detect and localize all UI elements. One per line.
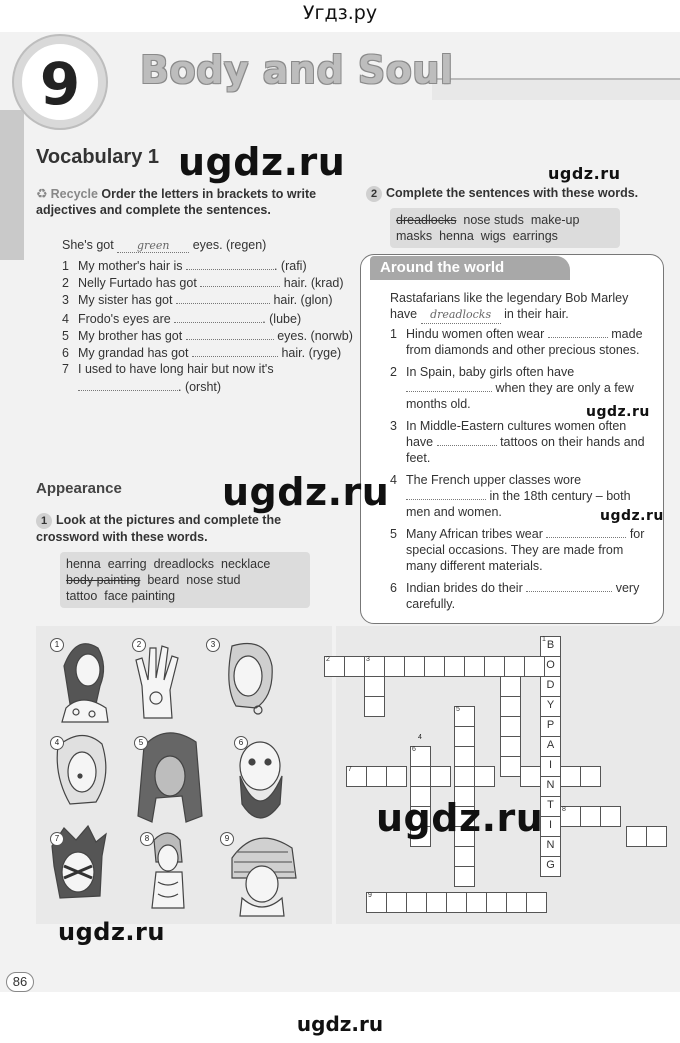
appearance-word-box: henna earring dreadlocks necklace body painting beard nose stud tattoo face painting xyxy=(60,552,310,608)
around-items xyxy=(390,326,654,612)
crossword-cell[interactable]: N xyxy=(540,776,561,797)
picture-number: 4 xyxy=(50,736,64,750)
crossword-cell[interactable]: 6 xyxy=(410,746,431,767)
crossword-cell[interactable] xyxy=(520,766,541,787)
ex2-instruction-text: Complete the sentences with these words. xyxy=(386,186,639,200)
crossword-clue-number: 4 xyxy=(418,734,422,741)
answer-blank[interactable] xyxy=(406,380,492,392)
crossword-cell[interactable] xyxy=(500,736,521,757)
crossword-cell[interactable] xyxy=(454,866,475,887)
crossword-cell[interactable] xyxy=(600,806,621,827)
vocab-item-cont: . (orsht) xyxy=(62,379,342,396)
crossword-cell[interactable] xyxy=(454,846,475,867)
crossword-cell[interactable] xyxy=(466,892,487,913)
crossword-cell[interactable]: A xyxy=(540,736,561,757)
crossword-cell[interactable] xyxy=(444,656,465,677)
picture-number: 1 xyxy=(50,638,64,652)
crossword-cell[interactable]: 9 xyxy=(366,892,387,913)
picture-1-tattoo xyxy=(62,644,108,722)
picture-number: 8 xyxy=(140,832,154,846)
crossed-out-word: dreadlocks xyxy=(396,213,457,227)
unit-number-badge xyxy=(14,36,106,128)
crossword-cell[interactable] xyxy=(524,656,545,677)
crossword-cell[interactable] xyxy=(646,826,667,847)
picture-2-henna-hand xyxy=(136,646,178,718)
unit-title: Body and Soul xyxy=(140,48,454,92)
crossword-cell[interactable]: G xyxy=(540,856,561,877)
crossword-cell[interactable] xyxy=(580,806,601,827)
around-item: 6 Indian brides do their very carefully. xyxy=(390,581,640,611)
picture-number: 3 xyxy=(206,638,220,652)
exercise-number-1: 1 xyxy=(36,513,52,529)
crossword-cell[interactable] xyxy=(430,766,451,787)
crossword-cell[interactable] xyxy=(626,826,647,847)
crossword-cell[interactable]: I xyxy=(540,816,561,837)
picture-number: 2 xyxy=(132,638,146,652)
crossword-cell[interactable]: T xyxy=(540,796,561,817)
picture-number: 7 xyxy=(50,832,64,846)
answer-blank[interactable] xyxy=(186,328,274,340)
vocab-item: 7 I used to have long hair but now it's xyxy=(62,362,274,376)
crossword-cell[interactable] xyxy=(386,766,407,787)
crossword-cell[interactable] xyxy=(344,656,365,677)
picture-6-beard xyxy=(240,742,282,818)
example-post: eyes. (regen) xyxy=(192,238,267,252)
example-answer: green xyxy=(117,239,189,253)
crossword-cell[interactable]: P xyxy=(540,716,561,737)
crossword-grid xyxy=(326,626,680,924)
answer-blank[interactable] xyxy=(437,434,497,446)
answer-blank[interactable] xyxy=(186,258,274,270)
watermark: ugdz.ru xyxy=(600,508,664,524)
ex2-word-box: dreadlocks nose studs make-up masks henna wigs earrings xyxy=(390,208,620,248)
recycle-instruction xyxy=(36,186,336,218)
answer-blank[interactable] xyxy=(78,379,178,391)
around-item: 5 Many African tribes wear for special occasions. They are made from many different materials. xyxy=(390,527,645,573)
crossword-cell[interactable] xyxy=(384,656,405,677)
picture-number: 6 xyxy=(234,736,248,750)
vocab-item: 6 My grandad has got hair. (ryge) xyxy=(62,346,342,360)
example-pre: She's got xyxy=(62,238,114,252)
picture-8-body-painting xyxy=(152,833,184,908)
vocab-item: 5 My brother has got eyes. (norwb) xyxy=(62,329,353,343)
answer-blank[interactable] xyxy=(192,345,278,357)
crossword-cell[interactable] xyxy=(446,892,467,913)
around-the-world-title: Around the world xyxy=(370,256,570,280)
crossword-cell[interactable]: 7 xyxy=(346,766,367,787)
vocab-example xyxy=(62,238,342,255)
crossword-cell[interactable] xyxy=(486,892,507,913)
appearance-title: Appearance xyxy=(36,480,122,497)
crossword-cell[interactable]: I xyxy=(540,756,561,777)
vocabulary-title: Vocabulary 1 xyxy=(36,146,160,168)
side-tab xyxy=(0,110,24,260)
site-header-label: Угдз.ру xyxy=(302,2,378,24)
picture-5-dreadlocks xyxy=(138,733,202,822)
crossword-cell[interactable] xyxy=(454,766,475,787)
face-illustrations xyxy=(36,626,332,924)
crossword-cell[interactable] xyxy=(500,716,521,737)
crossword-cell[interactable]: N xyxy=(540,836,561,857)
crossword-cell[interactable] xyxy=(410,766,431,787)
watermark: ugdz.ru xyxy=(548,164,621,183)
picture-number: 9 xyxy=(220,832,234,846)
crossword-cell[interactable] xyxy=(424,656,445,677)
site-footer-label: ugdz.ru xyxy=(296,1012,384,1036)
crossword-cell[interactable] xyxy=(464,656,485,677)
page-number: 86 xyxy=(6,972,34,992)
vocab-item: 1 My mother's hair is . (rafi) xyxy=(62,259,307,273)
around-item: 1 Hindu women often wear made from diamonds and other precious stones. xyxy=(390,327,643,357)
watermark: ugdz.ru xyxy=(58,918,165,946)
picture-number: 5 xyxy=(134,736,148,750)
crossword-cell[interactable]: 8 xyxy=(560,806,581,827)
appearance-instruction-text: Look at the pictures and complete the crossword with these words. xyxy=(36,513,282,544)
crossword-cell[interactable]: D xyxy=(540,676,561,697)
crossword-cell[interactable]: 5 xyxy=(454,706,475,727)
crossword-cell[interactable] xyxy=(454,726,475,747)
exercise-number-2: 2 xyxy=(366,186,382,202)
around-item: 3 In Middle-Eastern cultures women often have tattoos on their hands and feet. xyxy=(390,419,645,465)
recycle-label: Recycle xyxy=(50,187,98,201)
answer-blank[interactable] xyxy=(200,275,280,287)
crossword-cell[interactable] xyxy=(500,696,521,717)
crossword-cell[interactable] xyxy=(364,696,385,717)
around-item: 4 The French upper classes wore in the 18th century – both men and women. xyxy=(390,473,631,519)
around-item: 2 In Spain, baby girls often have when they are only a few months old. xyxy=(390,365,634,411)
crossword-cell[interactable] xyxy=(454,746,475,767)
crossword-cell[interactable]: 3 xyxy=(364,656,385,677)
crossword-cell[interactable]: Y xyxy=(540,696,561,717)
appearance-instruction xyxy=(36,512,326,545)
recycle-icon: ♻ xyxy=(36,186,48,201)
vocab-item: 4 Frodo's eyes are . (lube) xyxy=(62,312,302,326)
crossword-cell[interactable] xyxy=(364,676,385,697)
around-intro: Rastafarians like the legendary Bob Marley have dreadlocks in their hair. xyxy=(390,290,654,324)
crossword-cell[interactable] xyxy=(504,656,525,677)
ex2-instruction xyxy=(366,186,676,202)
answer-blank[interactable] xyxy=(548,326,608,338)
vocab-item: 3 My sister has got hair. (glon) xyxy=(62,293,333,307)
crossword-cell[interactable] xyxy=(484,656,505,677)
crossword-cell[interactable] xyxy=(560,766,581,787)
intro-answer: dreadlocks xyxy=(421,307,501,324)
watermark: ugdz.ru xyxy=(222,470,390,514)
crossword-cell[interactable]: O xyxy=(540,656,561,677)
crossword-cell[interactable] xyxy=(580,766,601,787)
crossword-cell[interactable] xyxy=(474,766,495,787)
unit-number: 9 xyxy=(39,50,81,118)
watermark: ugdz.ru xyxy=(376,796,544,840)
picture-9-headscarf xyxy=(232,838,296,916)
vocab-exercise xyxy=(62,238,353,396)
answer-blank[interactable] xyxy=(406,488,486,500)
answer-blank[interactable] xyxy=(526,580,612,592)
crossword-cell[interactable] xyxy=(500,756,521,777)
crossword-cell[interactable] xyxy=(506,892,527,913)
crossword-cell[interactable]: 1 B xyxy=(540,636,561,657)
crossed-out-word: body painting xyxy=(66,573,141,587)
crossword-cell[interactable] xyxy=(366,766,387,787)
watermark: ugdz.ru xyxy=(178,140,346,184)
crossword-cell[interactable] xyxy=(386,892,407,913)
crossword-cell[interactable] xyxy=(426,892,447,913)
right-column-header-strip xyxy=(432,78,680,100)
crossword-cell[interactable] xyxy=(526,892,547,913)
watermark: ugdz.ru xyxy=(586,404,650,420)
crossword-cell[interactable]: 2 xyxy=(324,656,345,677)
crossword-cell[interactable] xyxy=(500,676,521,697)
vocab-item: 2 Nelly Furtado has got hair. (krad) xyxy=(62,276,344,290)
crossword-cell[interactable] xyxy=(406,892,427,913)
picture-3-earrings xyxy=(229,644,272,715)
recycle-instruction-text: Order the letters in brackets to write adjectives and complete the sentences. xyxy=(36,187,317,217)
answer-blank[interactable] xyxy=(176,292,270,304)
picture-4-nose-stud xyxy=(57,735,106,804)
answer-blank[interactable] xyxy=(174,311,262,323)
pictures-panel xyxy=(36,626,332,924)
crossword-cell[interactable] xyxy=(404,656,425,677)
answer-blank[interactable] xyxy=(546,526,626,538)
